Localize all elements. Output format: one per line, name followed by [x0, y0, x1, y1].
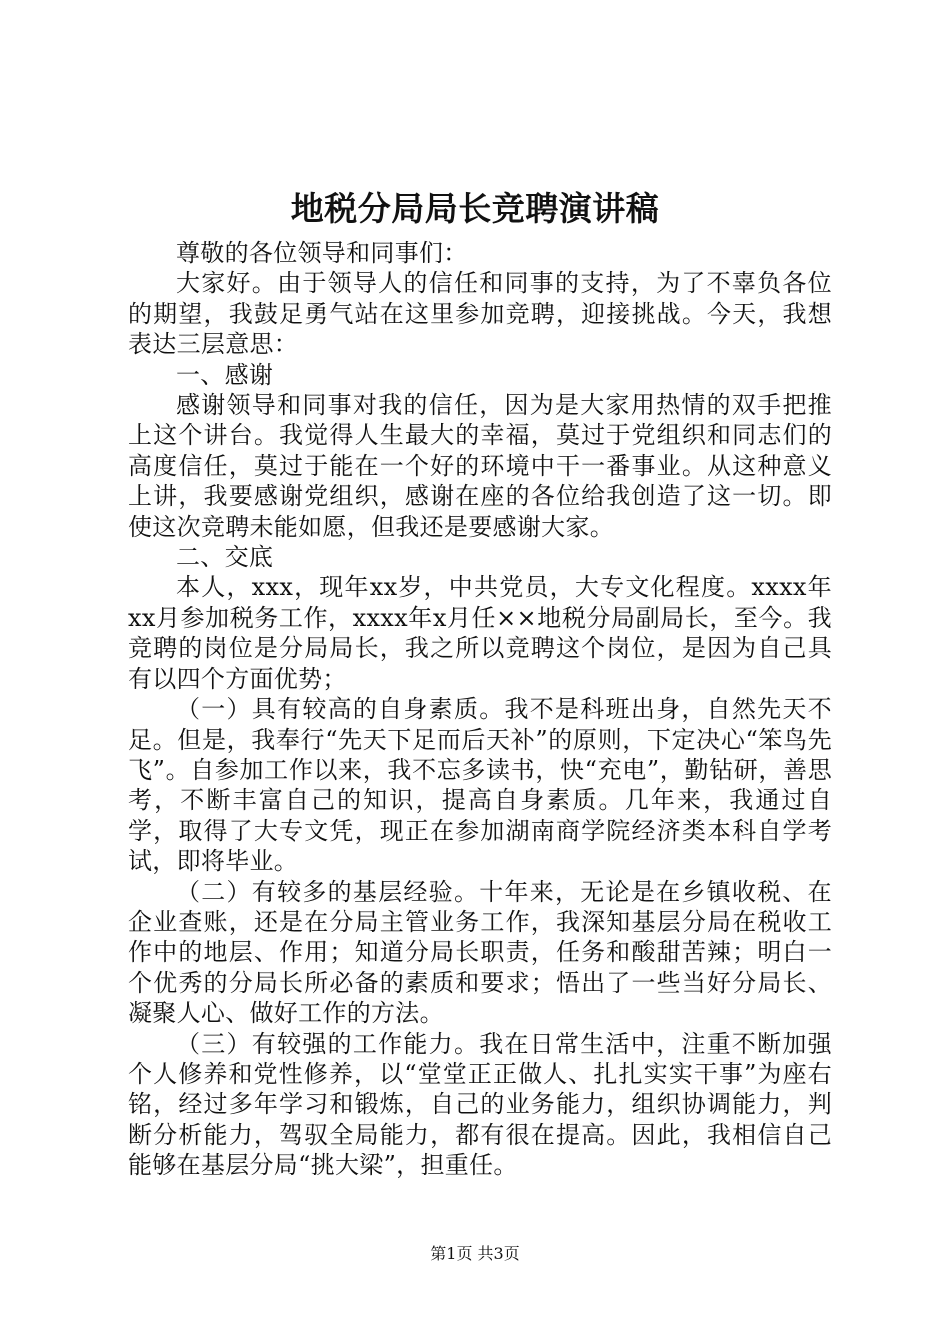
document-body	[128, 238, 832, 1181]
paragraph-ability: （三）有较强的工作能力。我在日常生活中，注重不断加强个人修养和党性修养，以“堂堂正正做人、扎扎实实干事”为座右铭，经过多年学习和锻炼，自己的业务能力，组织协调能力，判断分析能力，驾驭全局能力，都有很在提高。因此，我相信自己能够在基层分局“挑大梁”，担重任。	[128, 1029, 832, 1180]
document-title: 地税分局局长竞聘演讲稿	[290, 189, 660, 228]
page-number-footer: 第1页 共3页	[430, 1244, 520, 1263]
paragraph-background: 本人，xxx，现年xx岁，中共党员，大专文化程度。xxxx年xx月参加税务工作，xxxx年x月任××地税分局副局长，至今。我竞聘的岗位是分局局长，我之所以竞聘这个岗位，是因为自己具有以四个方面优势；	[128, 573, 832, 693]
paragraph-intro: 大家好。由于领导人的信任和同事的支持，为了不辜负各位的期望，我鼓足勇气站在这里参加竞聘，迎接挑战。今天，我想表达三层意思：	[128, 269, 832, 359]
paragraph-thanks: 感谢领导和同事对我的信任，因为是大家用热情的双手把推上这个讲台。我觉得人生最大的幸福，莫过于党组织和同志们的高度信任，莫过于能在一个好的环境中干一番事业。从这种意义上讲，我要感谢党组织，感谢在座的各位给我创造了这一切。即使这次竞聘未能如愿，但我还是要感谢大家。	[128, 391, 832, 541]
paragraph-greeting: 尊敬的各位领导和同事们：	[176, 239, 468, 267]
heading-background: 二、交底	[176, 543, 274, 572]
paragraph-quality: （一）具有较高的自身素质。我不是科班出身，自然先天不足。但是，我奉行“先天下足而后天补”的原则，下定决心“笨鸟先飞”。自参加工作以来，我不忘多读书，快“充电”，勤钻研，善思考，不断丰富自己的知识，提高自身素质。几年来，我通过自学，取得了大专文凭，现正在参加湖南商学院经济类本科自学考试，即将毕业。	[128, 695, 832, 876]
heading-thanks: 一、感谢	[176, 360, 274, 389]
paragraph-experience: （二）有较多的基层经验。十年来，无论是在乡镇收税、在企业查账，还是在分局主管业务工作，我深知基层分局在税收工作中的地层、作用；知道分局长职责，任务和酸甜苦辣；明白一个优秀的分局长所必备的素质和要求；悟出了一些当好分局长、凝聚人心、做好工作的方法。	[128, 877, 832, 1028]
